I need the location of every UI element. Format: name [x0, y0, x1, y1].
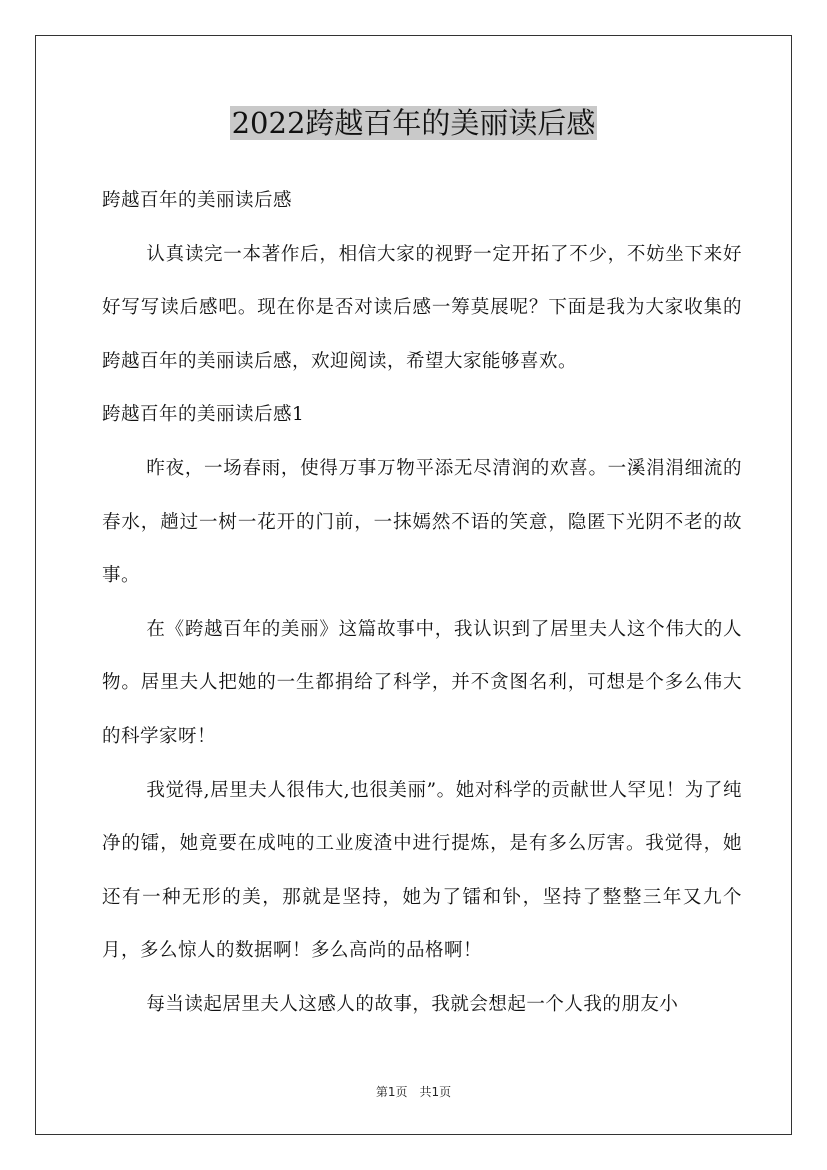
subtitle-paragraph: 跨越百年的美丽读后感 — [102, 190, 293, 211]
document-title — [0, 104, 827, 142]
intro-paragraph: 认真读完一本著作后，相信大家的视野一定开拓了不少，不妨坐下来好好写写读后感吧。现在你是否对读后感一筹莫展呢？下面是我为大家收集的跨越百年的美丽读后感，欢迎阅读，希望大家能够喜欢。 — [102, 243, 742, 372]
body-paragraph: 在《跨越百年的美丽》这篇故事中，我认识到了居里夫人这个伟大的人物。居里夫人把她的一生都捐给了科学，并不贪图名利，可想是个多么伟大的科学家呀！ — [102, 618, 742, 747]
page-number-footer: 第1页 共1页 — [375, 1085, 452, 1099]
section-heading: 跨越百年的美丽读后感1 — [102, 404, 305, 426]
document-body — [102, 174, 742, 1032]
body-paragraph: 每当读起居里夫人这感人的故事，我就会想起一个人我的朋友小 — [146, 993, 679, 1015]
body-paragraph: 我觉得,居里夫人很伟大,也很美丽”。她对科学的贡献世人罕见！为了纯净的镭，她竟要在成吨的工业废渣中进行提炼，是有多么厉害。我觉得，她还有一种无形的美，那就是坚持，她为了镭和钋，坚持了整整三年又九个月，多么惊人的数据啊！多么高尚的品格啊！ — [102, 779, 742, 962]
document-title-text: 2022跨越百年的美丽读后感 — [231, 106, 596, 140]
body-paragraph: 昨夜，一场春雨，使得万事万物平添无尽清润的欢喜。一溪涓涓细流的春水，趟过一树一花开的门前，一抹嫣然不语的笑意，隐匿下光阴不老的故事。 — [102, 457, 742, 587]
